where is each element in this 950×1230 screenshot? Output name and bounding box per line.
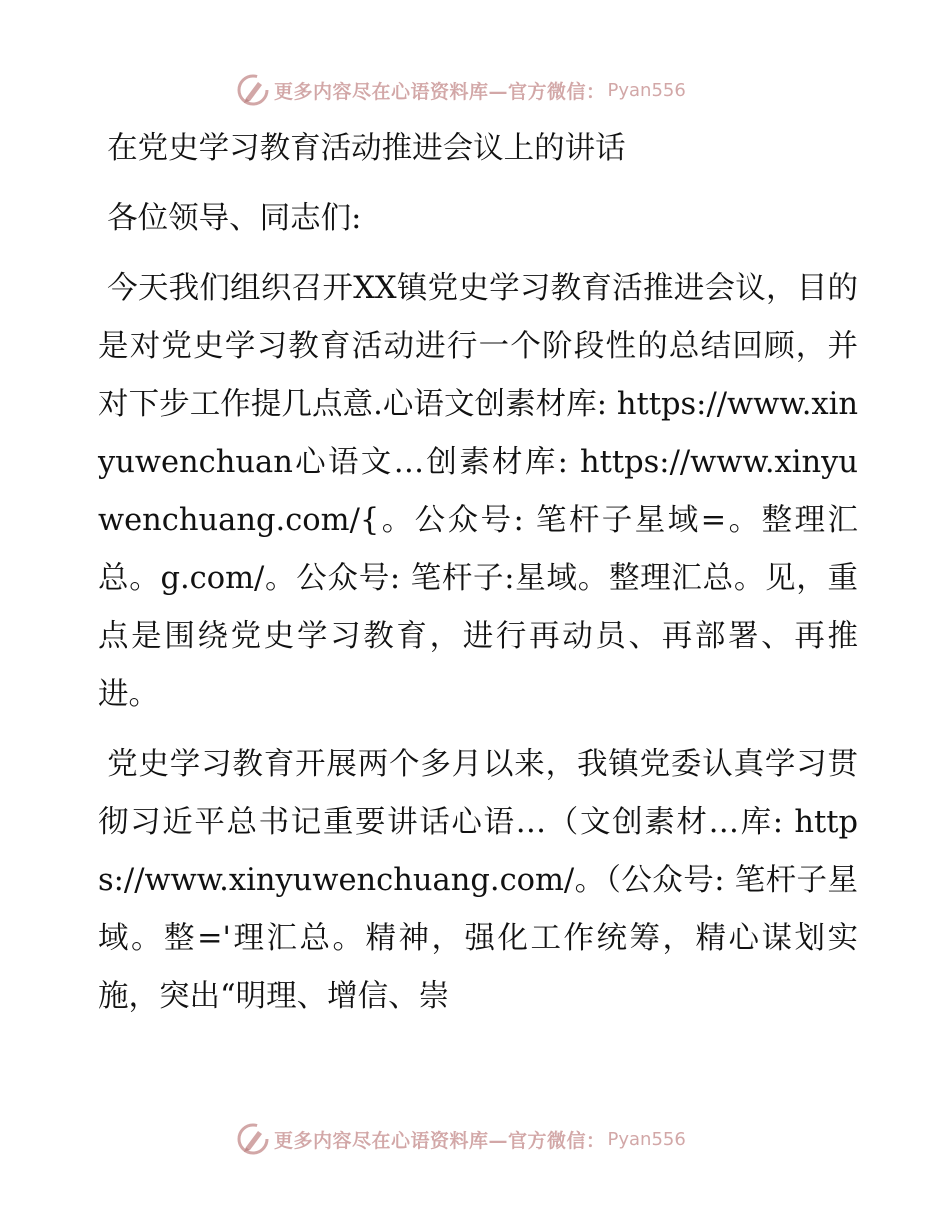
pen-logo-icon <box>236 73 270 107</box>
document-body <box>98 120 858 1038</box>
pen-logo-icon <box>236 1122 270 1156</box>
watermark-account: Pyan556 <box>607 79 686 101</box>
salutation: 各位领导、同志们: <box>107 201 362 236</box>
watermark-footer <box>236 1122 686 1156</box>
watermark-account: Pyan556 <box>607 1128 686 1150</box>
watermark-text: 更多内容尽在心语资料库—官方微信： <box>274 1129 606 1152</box>
watermark-text: 更多内容尽在心语资料库—官方微信： <box>274 80 606 103</box>
watermark-header <box>236 73 686 107</box>
body-paragraph: 党史学习教育开展两个多月以来，我镇党委认真学习贯彻习近平总书记重要讲话心语…（文创素材…库: https://www.xinyuwenchuang.com/。（公众号: 笔杆子星域。整='理汇总。精神，强化工作统筹，精心谋划实施，突出“明理、增信、崇 <box>98 747 858 1014</box>
body-paragraph: 今天我们组织召开XX镇党史学习教育活推进会议，目的是对党史学习教育活动进行一个阶段性的总结回顾，并对下步工作提几点意.心语文创素材库: https://www.xinyuwenchuan心语文…创素材库: https://www.xinyuwenchuang.com/{。公众号: 笔杆子星域=。整理汇总。g.com/。公众号: 笔杆子:星域。整理汇总。见，重点是围绕党史学习教育，进行再动员、再部署、再推进。 <box>98 271 858 712</box>
document-title: 在党史学习教育活动推进会议上的讲话 <box>107 131 626 166</box>
